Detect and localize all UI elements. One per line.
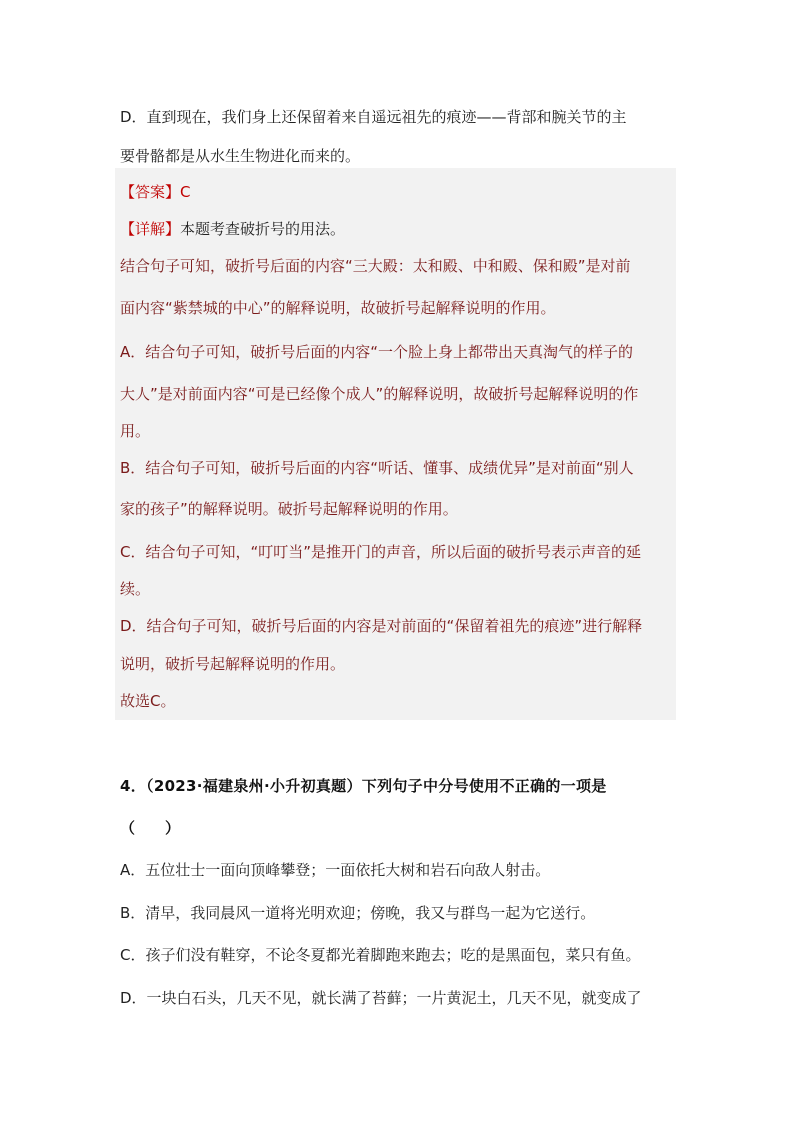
- question-4-option-d: D．一块白石头，几天不见，就长满了苔藓；一片黄泥土，几天不见，就变成了: [120, 989, 642, 1007]
- explanation-line: 结合句子可知，破折号后面的内容“三大殿：太和殿、中和殿、保和殿”是对前: [120, 257, 631, 275]
- answer-explanation-box: [115, 168, 676, 720]
- question-4-option-c: C．孩子们没有鞋穿，不论冬夏都光着脚跑来跑去；吃的是黑面包，菜只有鱼。: [120, 946, 641, 964]
- option-d-line-1: D．直到现在，我们身上还保留着来自遥远祖先的痕迹——背部和腕关节的主: [120, 108, 627, 126]
- question-4-option-a: A．五位壮士一面向顶峰攀登；一面依托大树和岩石向敌人射击。: [120, 861, 551, 879]
- explanation-line: D．结合句子可知，破折号后面的内容是对前面的“保留着祖先的痕迹”进行解释: [120, 617, 643, 635]
- explanation-line: 大人”是对前面内容“可是已经像个成人”的解释说明，故破折号起解释说明的作: [120, 385, 639, 403]
- question-4-answer-blank: （ ）: [120, 819, 181, 837]
- explanation-line: 用。: [120, 422, 151, 440]
- answer-row: [120, 182, 191, 202]
- explanation-intro: 本题考查破折号的用法。: [180, 220, 346, 238]
- explanation-line: B．结合句子可知，破折号后面的内容“听话、懂事、成绩优异”是对前面“别人: [120, 459, 634, 477]
- explanation-line: A．结合句子可知，破折号后面的内容“一个脸上身上都带出天真淘气的样子的: [120, 343, 634, 361]
- explanation-line: 续。: [120, 580, 151, 598]
- answer-value: C: [180, 183, 191, 201]
- explanation-conclusion: 故选C。: [120, 692, 176, 710]
- explanation-line: 说明，破折号起解释说明的作用。: [120, 655, 346, 673]
- option-d-line-2: 要骨骼都是从水生生物进化而来的。: [120, 147, 361, 165]
- explanation-label: 【详解】: [120, 220, 181, 238]
- explanation-line: 家的孩子”的解释说明。破折号起解释说明的作用。: [120, 500, 458, 518]
- answer-label: 【答案】: [120, 183, 181, 201]
- explanation-header-row: [120, 219, 345, 239]
- explanation-line: C．结合句子可知，“叮叮当”是推开门的声音，所以后面的破折号表示声音的延: [120, 543, 642, 561]
- explanation-line: 面内容“紫禁城的中心”的解释说明，故破折号起解释说明的作用。: [120, 299, 556, 317]
- question-4-title: 4．（2023·福建泉州·小升初真题）下列句子中分号使用不正确的一项是: [120, 777, 607, 795]
- question-4-option-b: B．清早，我同晨风一道将光明欢迎；傍晚，我又与群鸟一起为它送行。: [120, 904, 596, 922]
